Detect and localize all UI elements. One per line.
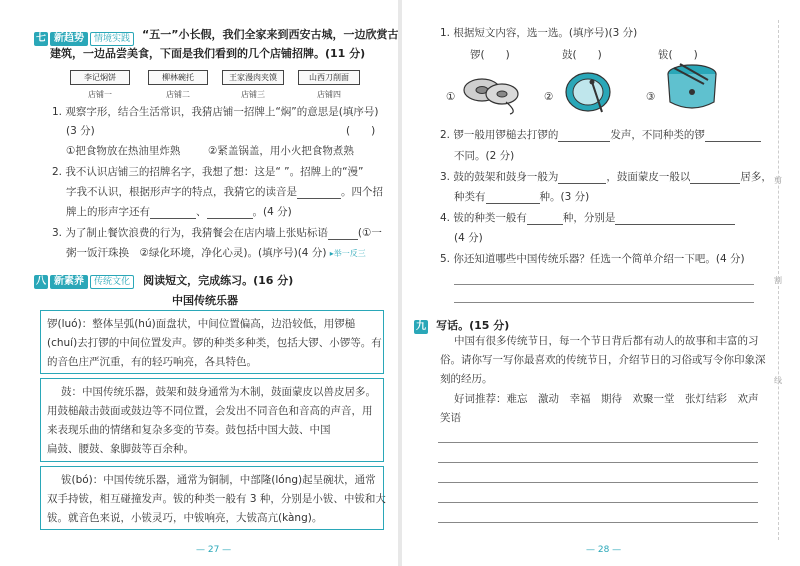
left-page-number: — 27 —	[196, 545, 232, 555]
r-q3-blank-3[interactable]	[486, 192, 540, 204]
r-img-marker-1: ①	[446, 91, 456, 103]
cymbals-image	[460, 66, 522, 116]
writing-line-3[interactable]	[438, 482, 758, 483]
s7-q3-line1-text: 3. 为了制止餐饮浪费的行为，我猜餐会在店内墙上张贴标语	[52, 227, 328, 239]
section-9-heading: 写话。(15 分)	[436, 319, 510, 332]
r-q2-text-c: 不同。(2 分)	[454, 150, 515, 162]
section-8-subtag: 传统文化	[90, 275, 134, 289]
drum-line-4: 扁鼓、腰鼓、象脚鼓等百余种。	[47, 443, 194, 455]
r-q4-line1	[440, 211, 735, 225]
r-q2-line1	[440, 128, 761, 142]
r-q3-text-d: 种类有	[454, 191, 486, 203]
cymbal-line-2: 双手持钹，相互碰撞发声。钹的种类一般有 3 种，分别是小钹、中钹和大	[47, 493, 386, 505]
passage-drum	[40, 378, 384, 462]
section-8-heading: 阅读短文，完成练习。(16 分)	[143, 274, 294, 287]
right-page-number: — 28 —	[586, 545, 622, 555]
cut-mark-1: 剪	[774, 176, 782, 185]
s7-q2-line3-score: 。(4 分)	[252, 206, 292, 218]
s7-q2-blank-reading[interactable]	[297, 187, 341, 199]
sec9-prompt-2: 俗。请你写一写你最喜欢的传统节日，介绍节日的习俗或写令你印象深	[440, 354, 766, 366]
writing-line-2[interactable]	[438, 462, 758, 463]
section-7-tag: 新趋势	[50, 32, 88, 46]
r-q3-blank-2[interactable]	[690, 172, 740, 184]
s7-q3-line2	[66, 246, 366, 261]
r-q1-label-drum[interactable]: 鼓( )	[562, 49, 602, 61]
s7-q2-line2-tail: 。四个招	[341, 186, 383, 198]
s7-q1-option-1: ①把食物放在热油里炸熟	[66, 145, 181, 157]
section-8-header	[34, 269, 293, 289]
r-q3-text-a: 3. 鼓的鼓架和鼓身一般为	[440, 171, 559, 183]
section-9-number: 九	[416, 321, 426, 332]
cut-line	[778, 20, 779, 540]
passage-gong	[40, 310, 384, 374]
cymbal-line-1: 钹(bó)：中国传统乐器，通常为铜制，中部隆(lóng)起呈碗状，通常	[61, 474, 376, 486]
r-q4-text-a: 4. 钹的种类一般有	[440, 212, 527, 224]
gong-line-1: 锣(luó)：整体呈弧(hú)面盘状，中间位置偏高，边沿较低，用锣槌	[47, 318, 356, 330]
shop-caption-2: 店铺二	[166, 90, 190, 99]
cut-mark-2: 割	[774, 276, 782, 285]
drum-line-3: 来表现乐曲的情绪和复杂多变的节奏。鼓包括中国大鼓、中国	[47, 424, 331, 436]
r-q1-label-gong[interactable]: 锣( )	[470, 49, 510, 61]
s7-q1-answer-paren[interactable]: ( )	[346, 125, 376, 137]
drum-line-1: 鼓：中国传统乐器，鼓架和鼓身通常为木制，鼓面蒙皮以兽皮居多。	[61, 386, 376, 398]
s7-q2-line3-text: 牌上的形声字还有	[66, 206, 150, 218]
section-9-header	[414, 314, 509, 334]
gong-line-3: 的音色庄严沉重，有的轻巧响亮，各具特色。	[47, 356, 257, 368]
s7-q3-line1-tail: (①一	[357, 227, 382, 239]
r-q5-text: 5. 你还知道哪些中国传统乐器？任选一个简单介绍一下吧。(4 分)	[440, 253, 745, 265]
s7-q2-blank-1[interactable]	[150, 207, 196, 219]
drum-line-2: 用鼓槌敲击鼓面或鼓边等不同位置，会发出不同音色和音高的声音，用	[47, 405, 373, 417]
writing-line-4[interactable]	[438, 502, 758, 503]
s7-q2-line3	[66, 205, 292, 219]
gong-image	[558, 62, 622, 116]
shop-sign-3: 王家漫肉夹馍	[222, 70, 284, 85]
sec9-prompt-1: 中国有很多传统节日，每一个节日背后都有动人的故事和丰富的习	[454, 335, 759, 347]
right-page	[402, 0, 800, 566]
sec9-word-bank-2: 笑语	[440, 412, 461, 424]
r-q4-text-c: (4 分)	[454, 232, 483, 244]
s7-q2-line2	[66, 185, 383, 199]
s7-q3-line2-text: 粥一饭汗珠换 ②绿化环境，净化心灵)。(填序号)(4 分)	[66, 247, 327, 259]
cut-mark-3: 线	[774, 376, 782, 385]
r-q5-answer-line-2[interactable]	[454, 302, 754, 303]
s7-q2-line3-sep: 、	[196, 206, 207, 218]
r-img-marker-2: ②	[544, 91, 554, 103]
r-q5-answer-line-1[interactable]	[454, 284, 754, 285]
shop-sign-4: 山西刀削面	[298, 70, 360, 85]
shop-caption-4: 店铺四	[317, 90, 341, 99]
section-7-subtag: 情境实践	[90, 32, 134, 46]
s7-q2-line2-text: 字我不认识，根据形声字的特点，我猜它的读音是	[66, 186, 297, 198]
drum-image	[660, 58, 724, 116]
s7-q1-score: (3 分)	[66, 125, 95, 137]
s7-q1-line1: 1. 观察字形，结合生活常识，我猜店铺一招牌上“焖”的意思是(填序号)	[52, 106, 379, 118]
left-page	[0, 0, 398, 566]
section-8-tag: 新素养	[50, 275, 88, 289]
s7-q3-link[interactable]: 举一反三	[333, 249, 366, 258]
r-q3-text-e: 种。(3 分)	[539, 191, 590, 203]
passage-cymbal	[40, 466, 384, 530]
shop-caption-1: 店铺一	[88, 90, 112, 99]
r-q4-text-b: 种，分别是	[562, 212, 616, 224]
writing-line-5[interactable]	[438, 522, 758, 523]
cymbal-line-3: 钹。就音色来说，小钹灵巧，中钹响亮，大钹高亢(kàng)。	[47, 512, 323, 524]
s7-q2-line1: 2. 我不认识店铺三的招牌名字，我想了想：这是“ ”。招牌上的“漫”	[52, 166, 364, 178]
section-7-intro-2: 建筑，一边品尝美食，下面是我们看到的几个店铺招牌。(11 分)	[50, 47, 366, 60]
r-q3-line2	[454, 190, 589, 204]
s7-q3-blank[interactable]	[328, 228, 358, 240]
passage-title: 中国传统乐器	[172, 294, 238, 307]
s7-q3-link-arrow-icon: ▸	[329, 249, 334, 258]
gong-line-2: (chuí)去打锣的中间位置发声。锣的种类多种类，包括大锣、小锣等。有	[47, 337, 382, 349]
writing-line-1[interactable]	[438, 442, 758, 443]
r-q1-text: 1. 根据短文内容，选一选。(填序号)(3 分)	[440, 27, 638, 39]
sec9-word-bank: 好词推荐：难忘 激动 幸福 期待 欢聚一堂 张灯结彩 欢声	[454, 393, 759, 405]
r-q3-text-c: 居多，	[740, 171, 772, 183]
section-7-intro-1: “五一”小长假，我们全家来到西安古城，一边欣赏古	[142, 28, 399, 41]
r-q2-text-a: 2. 锣一般用锣槌去打锣的	[440, 129, 559, 141]
r-q4-blank-1[interactable]	[527, 213, 563, 225]
section-7-header	[34, 26, 134, 46]
r-q2-blank-2[interactable]	[705, 130, 761, 142]
r-q2-text-b: 发声，不同种类的锣	[610, 129, 705, 141]
s7-q2-blank-2[interactable]	[207, 207, 253, 219]
r-q3-line1	[440, 170, 772, 184]
shop-sign-1: 李记焖饼	[70, 70, 130, 85]
shop-caption-3: 店铺三	[241, 90, 265, 99]
s7-q1-option-2: ②紧盖锅盖，用小火把食物煮熟	[208, 145, 354, 157]
section-8-number: 八	[36, 276, 46, 287]
r-img-marker-3: ③	[646, 91, 656, 103]
shop-sign-2: 柳林碗托	[148, 70, 208, 85]
r-q1-label-cymbal[interactable]: 钹( )	[658, 49, 698, 61]
s7-q3-line1	[52, 226, 382, 240]
r-q3-text-b: ，鼓面蒙皮一般以	[606, 171, 691, 183]
r-q4-blank-2[interactable]	[615, 213, 735, 225]
r-q2-blank-1[interactable]	[558, 130, 610, 142]
sec9-prompt-3: 刻的经历。	[440, 373, 493, 385]
section-7-number: 七	[36, 33, 46, 44]
r-q3-blank-1[interactable]	[558, 172, 606, 184]
